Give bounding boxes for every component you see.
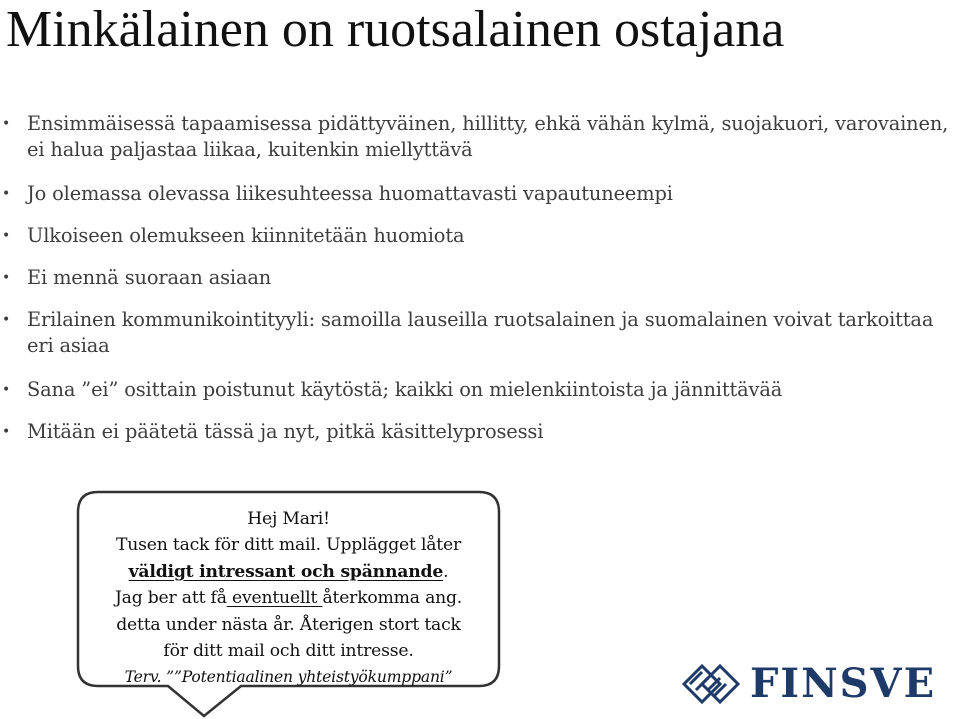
bullet-text: Ensimmäisessä tapaamisessa pidättyväinen, hillitty, ehkä vähän kylmä, suojakuori, varovainen, ei halua paljastaa liikaa, kuitenkin miellyttävä	[27, 112, 949, 161]
bullet-text: Mitään ei päätetä tässä ja nyt, pitkä käsittelyprosessi	[27, 420, 544, 443]
bullet-item	[0, 265, 960, 291]
email-greeting: Hej Mari!	[247, 509, 330, 529]
bullet-text: Jo olemassa olevassa liikesuhteessa huomattavasti vapautuneempi	[27, 182, 673, 205]
bullet-dot-icon: •	[2, 228, 11, 244]
bullet-item	[0, 419, 960, 445]
bullet-dot-icon: •	[2, 116, 11, 132]
email-line: Tusen tack för ditt mail. Upplägget låter	[116, 535, 461, 556]
email-underlined-word: eventuellt	[226, 588, 323, 609]
slide-title: Minkälainen on ruotsalainen ostajana	[6, 1, 785, 58]
bullet-dot-icon: •	[2, 312, 11, 328]
bullet-text: Ulkoiseen olemukseen kiinnitetään huomiota	[27, 224, 465, 247]
finsve-logo	[680, 660, 960, 710]
bullet-item	[0, 307, 960, 359]
email-line: för ditt mail och ditt intresse.	[163, 641, 414, 662]
email-text: återkomma ang.	[322, 588, 463, 609]
finsve-logo-mark-icon	[680, 662, 742, 706]
email-line	[76, 585, 501, 611]
email-punctuation: .	[443, 561, 449, 582]
bullet-item	[0, 377, 960, 403]
email-emphasis: väldigt intressant och spännande	[128, 561, 444, 582]
bullet-item	[0, 111, 960, 163]
bullet-item	[0, 223, 960, 249]
email-line	[76, 559, 501, 585]
email-line: detta under nästa år. Återigen stort tack	[116, 614, 461, 635]
bullet-dot-icon: •	[2, 382, 11, 398]
bullet-list	[0, 111, 960, 461]
email-text: Jag ber att få	[114, 588, 227, 609]
bullet-text: Sana ”ei” osittain poistunut käytöstä; kaikki on mielenkiintoista ja jännittävää	[27, 378, 783, 401]
bullet-dot-icon: •	[2, 186, 11, 202]
bullet-dot-icon: •	[2, 270, 11, 286]
bullet-item	[0, 181, 960, 207]
bullet-text: Ei mennä suoraan asiaan	[27, 266, 272, 289]
bullet-dot-icon: •	[2, 424, 11, 440]
email-signature: Terv. ””Potentiaalinen yhteistyökumppani”	[124, 668, 453, 687]
email-quote	[76, 506, 501, 691]
speech-bubble-callout	[76, 490, 501, 710]
finsve-logo-text: FINSVE	[750, 660, 937, 707]
bullet-text: Erilainen kommunikointityyli: samoilla lauseilla ruotsalainen ja suomalainen voivat tarkoittaa eri asiaa	[27, 308, 934, 357]
